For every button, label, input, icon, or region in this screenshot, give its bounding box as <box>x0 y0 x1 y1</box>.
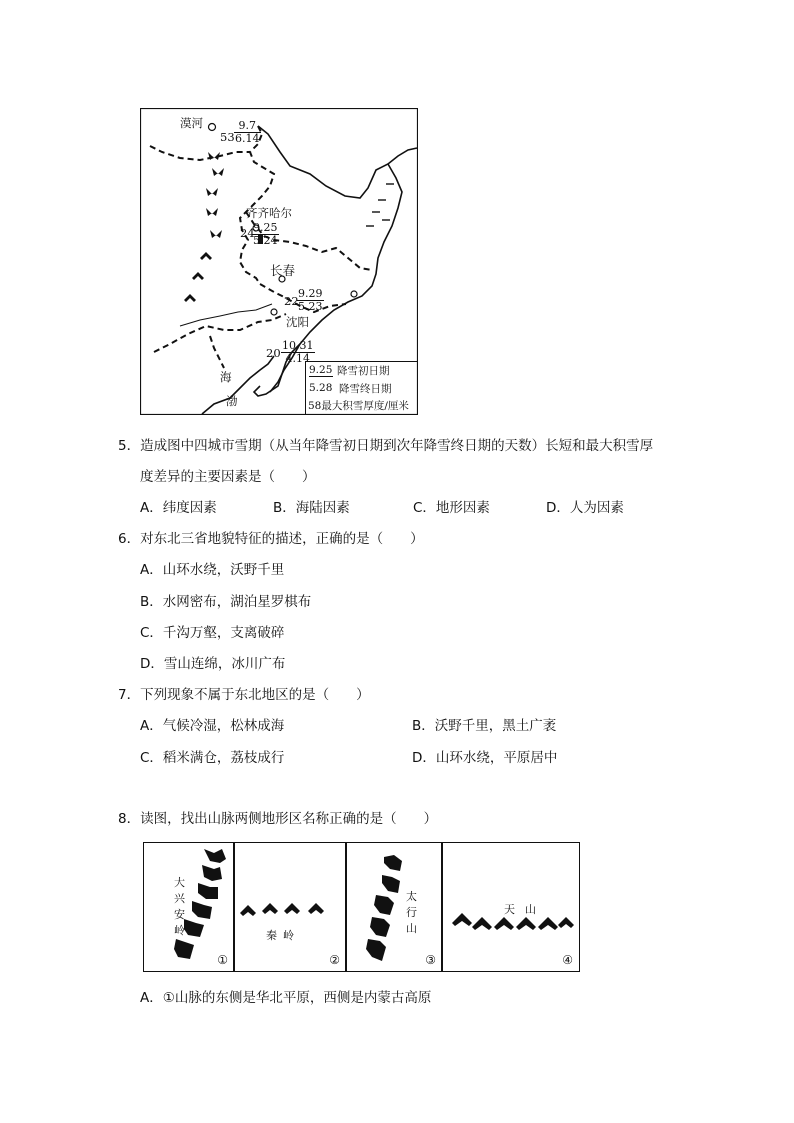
panel-4 <box>441 842 580 972</box>
panel-1-number: ① <box>217 953 228 967</box>
panel-2-label: 秦岭 <box>266 929 300 942</box>
mountain-symbols <box>184 152 224 302</box>
city-name-qiqihar: 齐齐哈尔 <box>246 206 292 220</box>
city-depth-mohe: 53 <box>220 130 235 144</box>
snow-start-date: 9.7 <box>234 120 261 133</box>
legend-end-value: 5.28 <box>309 382 333 395</box>
legend-row-depth <box>306 397 418 415</box>
city-dates-qiqihar <box>252 222 279 247</box>
city-depth-shenyang: 20 <box>266 346 281 360</box>
legend-start-value: 9.25 <box>309 364 333 377</box>
mountain-range-icon <box>144 843 234 971</box>
sea-label-bo: 渤 <box>226 394 238 408</box>
panel-3 <box>345 842 443 972</box>
city-depth-changchun: 22 <box>284 294 299 308</box>
legend-row-start <box>306 362 418 380</box>
snow-end-date: 5.23 <box>298 300 323 313</box>
snow-start-date: 9.29 <box>298 287 323 300</box>
q5-option-c[interactable]: C．地形因素 <box>413 500 490 516</box>
city-name-changchun: 长春 <box>270 263 296 278</box>
panel-1 <box>143 842 235 972</box>
q5-stem-line1: 5．造成图中四城市雪期（从当年降雪初日期到次年降雪终日期的天数）长短和最大积雪厚 <box>118 438 654 454</box>
snow-end-date: 5.24 <box>253 234 278 247</box>
city-dates-mohe <box>234 120 261 145</box>
legend-depth-text: 58最大积雪厚度/厘米 <box>308 400 409 413</box>
legend-end-text: 降雪终日期 <box>339 382 392 395</box>
q5-option-d[interactable]: D．人为因素 <box>546 500 624 516</box>
q7-option-c[interactable]: C．稻米满仓，荔枝成行 <box>140 750 285 766</box>
legend-start-text: 降雪初日期 <box>337 365 390 378</box>
q8-option-a[interactable]: A．①山脉的东侧是华北平原，西侧是内蒙古高原 <box>140 990 432 1006</box>
q5-stem-line2: 度差异的主要因素是（ ） <box>140 469 316 485</box>
q6-option-c[interactable]: C．千沟万壑，支离破碎 <box>140 625 285 641</box>
q7-option-a[interactable]: A．气候冷湿，松林成海 <box>140 718 285 734</box>
mountain-range-icon <box>234 843 346 971</box>
q7-option-d[interactable]: D．山环水绕，平原居中 <box>412 750 558 766</box>
q6-option-d[interactable]: D．雪山连绵，冰川广布 <box>140 656 286 672</box>
city-depth-qiqihar: 24 <box>240 226 255 240</box>
q6-option-b[interactable]: B．水网密布，湖泊星罗棋布 <box>140 594 312 610</box>
panel-2 <box>233 842 347 972</box>
snow-start-date: 10.31 <box>282 339 314 352</box>
mountain-panels <box>143 842 578 972</box>
city-name-mohe: 漠河 <box>180 116 203 130</box>
legend-row-end <box>306 380 418 398</box>
snow-start-date: 9.25 <box>253 221 278 234</box>
city-dates-changchun <box>297 288 324 313</box>
panel-4-label: 天山 <box>504 903 546 916</box>
snow-period-map <box>140 108 418 415</box>
city-name-shenyang: 沈阳 <box>286 315 309 329</box>
q5-option-b[interactable]: B．海陆因素 <box>273 500 350 516</box>
q8-stem: 8．读图，找出山脉两侧地形区名称正确的是（ ） <box>118 811 438 827</box>
panel-3-label: 太行山 <box>406 890 417 935</box>
panel-3-number: ③ <box>425 953 436 967</box>
panel-2-number: ② <box>329 953 340 967</box>
q6-option-a[interactable]: A．山环水绕，沃野千里 <box>140 562 285 578</box>
q7-stem: 7．下列现象不属于东北地区的是（ ） <box>118 687 370 703</box>
sea-label-hai: 海 <box>220 370 232 384</box>
map-legend <box>305 361 418 415</box>
q5-option-a[interactable]: A．纬度因素 <box>140 500 217 516</box>
snow-end-date: 4.14 <box>285 352 310 365</box>
snow-end-date: 6.14 <box>235 132 260 145</box>
mountain-range-icon <box>346 843 442 971</box>
q7-option-b[interactable]: B．沃野千里，黑土广袤 <box>412 718 557 734</box>
q6-stem: 6．对东北三省地貌特征的描述，正确的是（ ） <box>118 531 424 547</box>
panel-4-number: ④ <box>562 953 573 967</box>
panel-1-label: 大兴安岭 <box>174 876 185 937</box>
